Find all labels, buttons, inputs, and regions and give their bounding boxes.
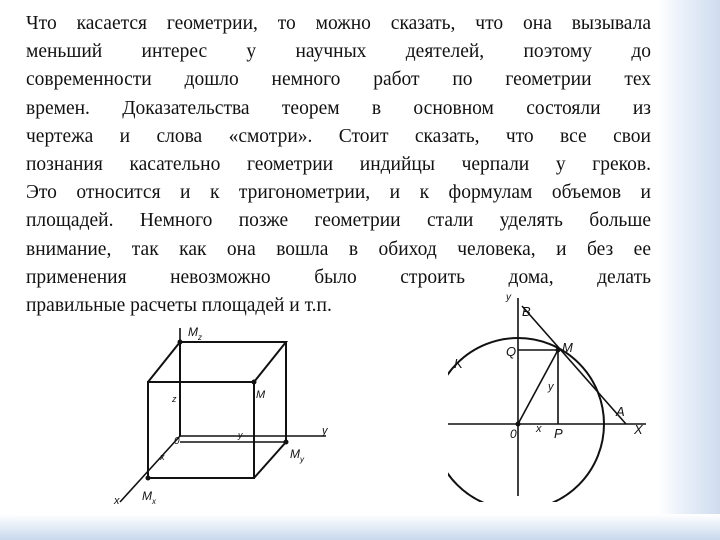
label-my: M [290, 447, 300, 461]
paragraph-line: Это относится и к тригонометрии, и к формулам объемов и [26, 182, 651, 204]
paragraph-line: познания касательно геометрии индийцы черпали у греков. [26, 154, 651, 176]
label-y-axis: y [322, 425, 328, 437]
point-mz [178, 340, 183, 345]
point-m [252, 380, 257, 385]
label-a: A [616, 404, 625, 419]
slide-frame-right [658, 0, 720, 540]
point-m [556, 348, 561, 353]
cube-coordinate-figure [108, 318, 348, 508]
label-y-small: y [238, 430, 243, 440]
label-x-axis: X [634, 422, 643, 437]
paragraph-line: меньший интерес у научных деятелей, поэтому до [26, 41, 651, 63]
label-k: K [454, 356, 463, 371]
paragraph-line: времен. Доказательства теорем в основном состояли из [26, 97, 651, 119]
paragraph-text [26, 10, 651, 320]
point-my [284, 440, 289, 445]
label-y-axis: y [506, 292, 511, 303]
tangent-line [522, 306, 626, 424]
label-origin: 0 [174, 436, 180, 447]
paragraph-line: Что касается геометрии, то можно сказать, что она вызывала [26, 13, 651, 34]
label-mz-sub: z [198, 333, 202, 342]
paragraph-line: применения невозможно было строить дома, делать [26, 266, 651, 288]
paragraph-line: площадей. Немного позже геометрии стали уделять больше [26, 210, 651, 232]
point-mx [146, 476, 151, 481]
label-q: Q [506, 344, 517, 359]
label-z: z [172, 394, 177, 404]
label-x-small: x [536, 423, 542, 435]
label-origin: 0 [510, 427, 517, 441]
paragraph-line: правильные расчеты площадей и т.п. [26, 295, 332, 317]
label-b: B [522, 304, 531, 319]
circle-tangent-figure [448, 292, 658, 502]
label-p: P [554, 426, 563, 441]
label-mz: M [188, 325, 198, 339]
label-y-small: y [548, 381, 554, 393]
label-mx-sub: x [152, 497, 156, 506]
point-origin [516, 422, 521, 427]
label-mx: M [142, 489, 152, 503]
paragraph-line: чертежа и слова «смотри». Стоит сказать, что все свои [26, 125, 651, 147]
label-x-axis: x [114, 495, 120, 507]
label-m: M [256, 389, 266, 401]
label-m: M [562, 340, 573, 355]
paragraph-line: современности дошло немного работ по геометрии тех [26, 69, 651, 91]
unit-circle [448, 338, 604, 502]
cube-top-face [148, 342, 286, 382]
slide-frame-bottom [0, 514, 720, 540]
paragraph-line: внимание, так как она вошла в обиход человека, и без ее [26, 238, 651, 260]
label-x-small: x [160, 452, 165, 462]
label-my-sub: y [300, 455, 304, 464]
